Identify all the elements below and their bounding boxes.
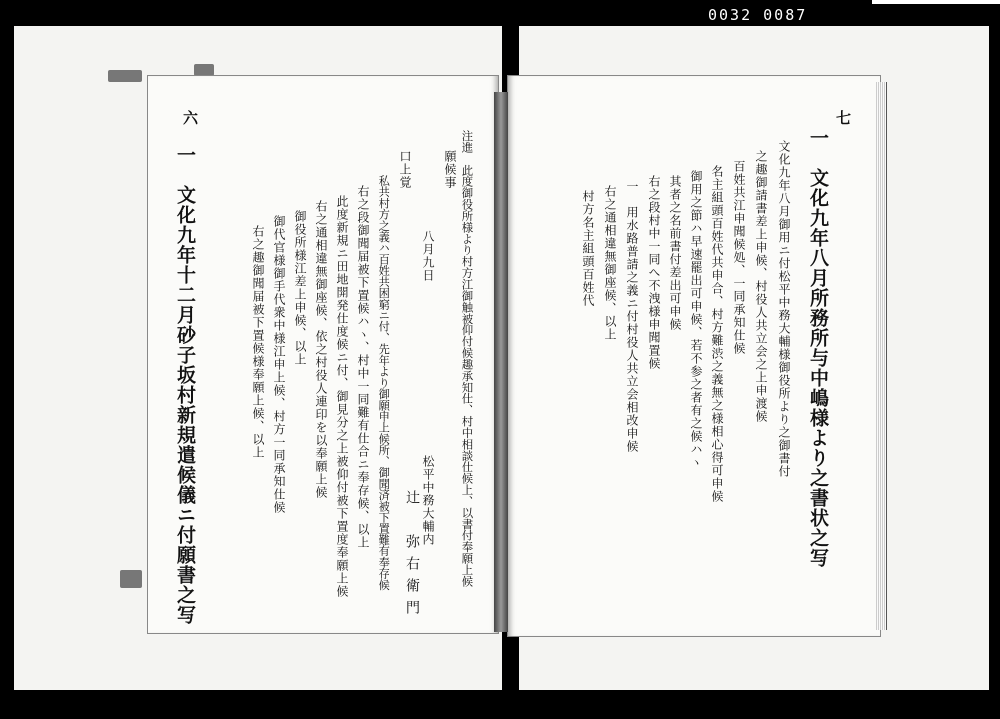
binding-tab-top-1 — [108, 70, 142, 82]
right-column-6: 御用之節ハ早速罷出可申候、若不参之者有之候ハヽ — [689, 170, 703, 469]
right-column-4: 百姓共江申聞候処、一同承知仕候 — [732, 160, 746, 355]
left-column-12: 右之趣御聞届被下置候様奉願上候、以上 — [251, 225, 265, 459]
right-column-1: 一 文化九年八月所務所与中嶋様より之書状之写 — [807, 128, 829, 568]
left-column-1: 一 文化九年十二月砂子坂村新規遣候儀ニ付願書之写 — [174, 145, 196, 625]
left-column-3: 願候事 — [443, 150, 457, 189]
left-column-14: 辻 弥右衛門 — [404, 490, 420, 622]
corner-mark — [872, 0, 1000, 4]
right-column-9: 一 用水路普請之義ニ付村役人共立会相改申候 — [625, 180, 639, 453]
left-column-13: 松平中務大輔内 — [421, 455, 435, 546]
left-column-6: 私共村方之義ハ百姓共困窮ニ付、先年より御願申上候所、御聞済被下置難有奉存候 — [377, 175, 391, 591]
book-gutter — [494, 92, 508, 632]
right-column-7: 其者之名前書付差出可申候 — [668, 175, 682, 331]
left-column-7: 右之段御聞届被下置候ハヽ、村中一同難有仕合ニ奉存候、以上 — [356, 185, 370, 549]
right-page-number: 七 — [834, 110, 852, 126]
right-column-5: 名主組頭百姓代共申合、村方難渋之義無之様相心得可申候 — [710, 165, 724, 503]
left-column-5: 口上覚 — [398, 150, 412, 189]
left-column-8: 此度新規ニ田地開発仕度候ニ付、御見分之上被仰付被下置度奉願上候 — [335, 195, 349, 598]
left-column-10: 御役所様江差上申候、以上 — [293, 210, 307, 366]
frame-code: 0032 0087 — [708, 6, 808, 24]
page-stack-edge — [876, 82, 887, 630]
left-page-number: 六 — [181, 110, 199, 126]
right-column-2: 文化九年八月御用ニ付松平中務大輔様御役所より之御書付 — [777, 140, 791, 478]
left-column-11: 御代官様御手代衆中様江申上候、村方一同承知仕候 — [272, 215, 286, 514]
left-column-9: 右之通相違無御座候、依之村役人連印を以奉願上候 — [314, 200, 328, 499]
left-column-2: 注進 此度御役所様より村方江御触被仰付候趣承知仕、村中相談仕候上、以書付奉願上候 — [460, 130, 475, 587]
left-column-4: 八月九日 — [421, 230, 435, 282]
right-column-11: 村方名主組頭百姓代 — [581, 190, 595, 307]
right-column-3: 之趣御請書差上申候、村役人共立会之上申渡候 — [754, 150, 768, 423]
right-column-8: 右之段村中一同へ不洩様申聞置候 — [647, 175, 661, 370]
right-column-10: 右之通相違無御座候、以上 — [603, 185, 617, 341]
binding-tab-bottom — [120, 570, 142, 588]
